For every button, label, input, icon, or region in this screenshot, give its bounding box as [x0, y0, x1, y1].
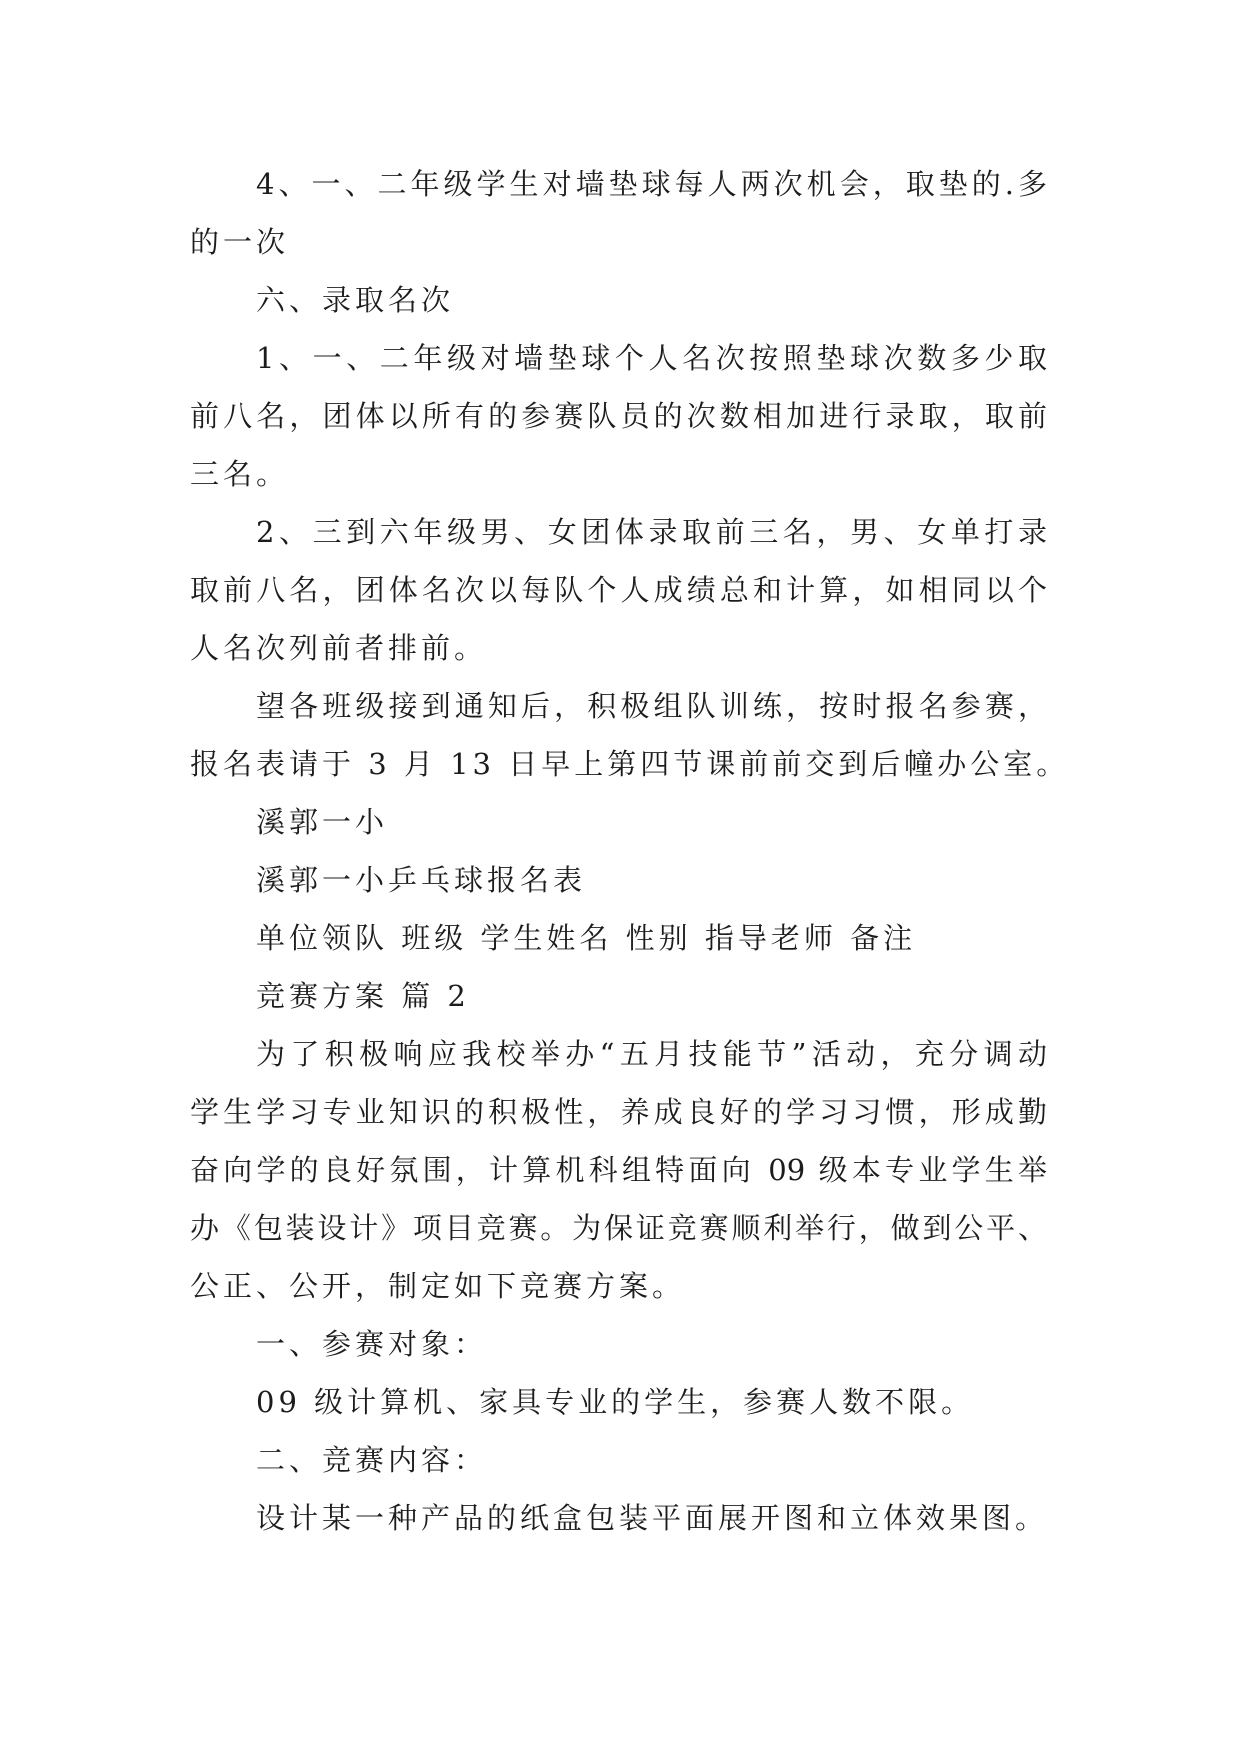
text-line: 竞赛方案 篇 2	[256, 979, 470, 1013]
text-line: 六、录取名次	[256, 283, 455, 317]
text-line: 2、三到六年级男、女团体录取前三名，男、女单打录	[256, 515, 1047, 549]
text-line: 二、竞赛内容：	[256, 1443, 488, 1477]
text-line: 前八名，团体以所有的参赛队员的次数相加进行录取，取前	[190, 399, 1047, 433]
paragraph	[190, 1489, 1047, 1547]
text-line: 一、参赛对象：	[256, 1327, 488, 1361]
text-line: 的一次	[190, 225, 290, 259]
text-line: 报名表请于 3 月 13 日早上第四节课前前交到后幢办公室。	[190, 747, 1070, 781]
text-line: 公正、公开，制定如下竞赛方案。	[190, 1269, 686, 1303]
paragraph	[190, 271, 1047, 329]
paragraph	[190, 967, 1047, 1025]
text-line: 4、一、二年级学生对墙垫球每人两次机会，取垫的.多	[256, 167, 1047, 201]
text-line: 三名。	[190, 457, 290, 491]
text-line: 办《包装设计》项目竞赛。为保证竞赛顺利举行，做到公平、	[190, 1211, 1047, 1245]
text-line: 奋向学的良好氛围，计算机科组特面向 09 级本专业学生举	[190, 1153, 1047, 1187]
paragraph	[190, 503, 1047, 677]
paragraph	[190, 909, 1047, 967]
paragraph	[190, 851, 1047, 909]
text-line: 09 级计算机、家具专业的学生，参赛人数不限。	[256, 1385, 975, 1419]
text-line: 为了积极响应我校举办“五月技能节”活动，充分调动	[256, 1037, 1047, 1071]
paragraph	[190, 793, 1047, 851]
paragraph	[190, 329, 1047, 503]
paragraph	[190, 1025, 1047, 1315]
paragraph	[190, 1431, 1047, 1489]
text-line: 取前八名，团体名次以每队个人成绩总和计算，如相同以个	[190, 573, 1047, 607]
text-line: 1、一、二年级对墙垫球个人名次按照垫球次数多少取	[256, 341, 1047, 375]
text-line: 望各班级接到通知后，积极组队训练，按时报名参赛，	[256, 689, 1047, 723]
document-body	[190, 155, 1070, 1547]
paragraph	[190, 1373, 1047, 1431]
text-line: 单位领队 班级 学生姓名 性别 指导老师 备注	[256, 921, 917, 955]
text-line: 溪郭一小	[256, 805, 389, 839]
text-line: 人名次列前者排前。	[190, 631, 488, 665]
text-line: 设计某一种产品的纸盒包装平面展开图和立体效果图。	[256, 1501, 1049, 1535]
paragraph	[190, 155, 1047, 271]
text-line: 学生学习专业知识的积极性，养成良好的学习习惯，形成勤	[190, 1095, 1047, 1129]
paragraph	[190, 1315, 1047, 1373]
paragraph	[190, 677, 1070, 793]
text-line: 溪郭一小乒乓球报名表	[256, 863, 587, 897]
